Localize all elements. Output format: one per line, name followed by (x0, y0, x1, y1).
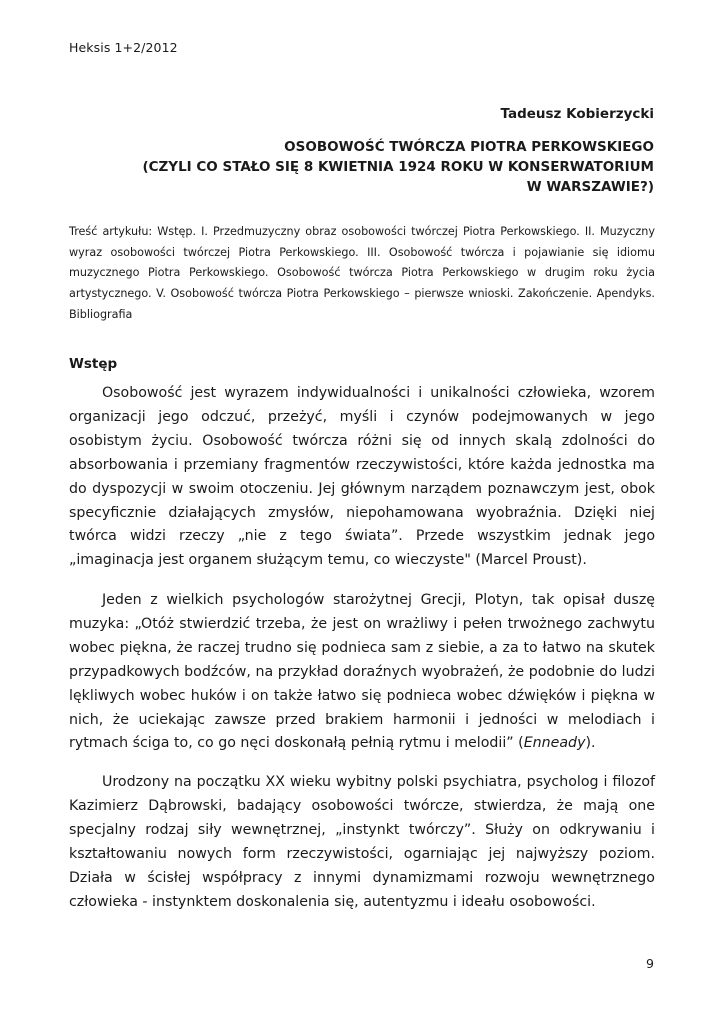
article-contents: Treść artykułu: Wstęp. I. Przedmuzyczny obraz osobowości twórczej Piotra Perkowskiego. II. Muzyczny wyraz osobowości twórczej Piotra Perkowskiego. III. Osobowość twórcza i pojawianie się idiomu muzycznego Piotra Perkowskiego. Osobowość twórcza Piotra Perkowskiego w drugim roku życia artystycznego. V. Osobowość twórcza Piotra Perkowskiego – pierwsze wnioski. Zakończenie. Apendyks. Bibliografia (69, 225, 655, 321)
body-paragraph-2 (69, 589, 655, 756)
paragraph-text: Urodzony na początku XX wieku wybitny polski psychiatra, psycholog i filozof Kazimierz Dąbrowski, badający osobowości twórcze, stwierdza, że mają one specjalny rodzaj siły wewnętrznej, „instynkt twórczy”. Służy on odkrywaniu i kształtowaniu nowych form rzeczywistości, ogarniając jej najwyższy poziom. Działa w ścisłej współpracy z innymi dynamizmami rozwoju wewnętrznego człowieka - instynktem doskonalenia się, autentyzmu i ideału osobowości. (69, 774, 655, 910)
body-paragraph-1 (69, 382, 655, 573)
title-line: W WARSZAWIE?) (526, 179, 654, 195)
paragraph-text-end: ). (585, 735, 596, 752)
section-heading: Wstęp (69, 356, 118, 372)
page-number: 9 (646, 956, 654, 971)
body-paragraph-3 (69, 771, 655, 914)
title-line: OSOBOWOŚĆ TWÓRCZA PIOTRA PERKOWSKIEGO (284, 139, 654, 155)
title-line: (CZYLI CO STAŁO SIĘ 8 KWIETNIA 1924 ROKU W KONSERWATORIUM (142, 159, 654, 175)
paragraph-text: Jeden z wielkich psychologów starożytnej Grecji, Plotyn, tak opisał duszę muzyka: „Otóż stwierdzić trzeba, że jest on wrażliwy i pełen trwożnego zachwytu wobec piękna, że raczej trudno się podnieca sam z siebie, a za to łatwo na skutek przypadkowych bodźców, na przykład doraźnych wyobrażeń, że podobnie do ludzi lękliwych wobec huków i on także łatwo się podnieca wobec dźwięków i piękna w nich, że uciekając zawsze przed brakiem harmonii i jedności w melodiach i rytmach ściga to, co go nęci doskonałą pełnią rytmu i melodii” ( (69, 592, 655, 752)
article-author: Tadeusz Kobierzycki (500, 106, 654, 122)
article-title (54, 137, 654, 197)
running-head: Heksis 1+2/2012 (69, 40, 178, 55)
source-title: Enneady (523, 735, 586, 752)
paragraph-text: Osobowość jest wyrazem indywidualności i unikalności człowieka, wzorem organizacji jego odczuć, przeżyć, myśli i czynów podejmowanych w jego osobistym życiu. Osobowość twórcza różni się od innych skalą zdolności do absorbowania i przemiany fragmentów rzeczywistości, które każda jednostka ma do dyspozycji w swoim otoczeniu. Jej głównym narządem poznawczym jest, obok specyficznie działających zmysłów, niepohamowana wyobraźnia. Dzięki niej twórca widzi rzeczy „nie z tego świata”. Przede wszystkim jednak jego „imaginacja jest organem służącym temu, co wieczyste" (Marcel Proust). (69, 385, 655, 569)
